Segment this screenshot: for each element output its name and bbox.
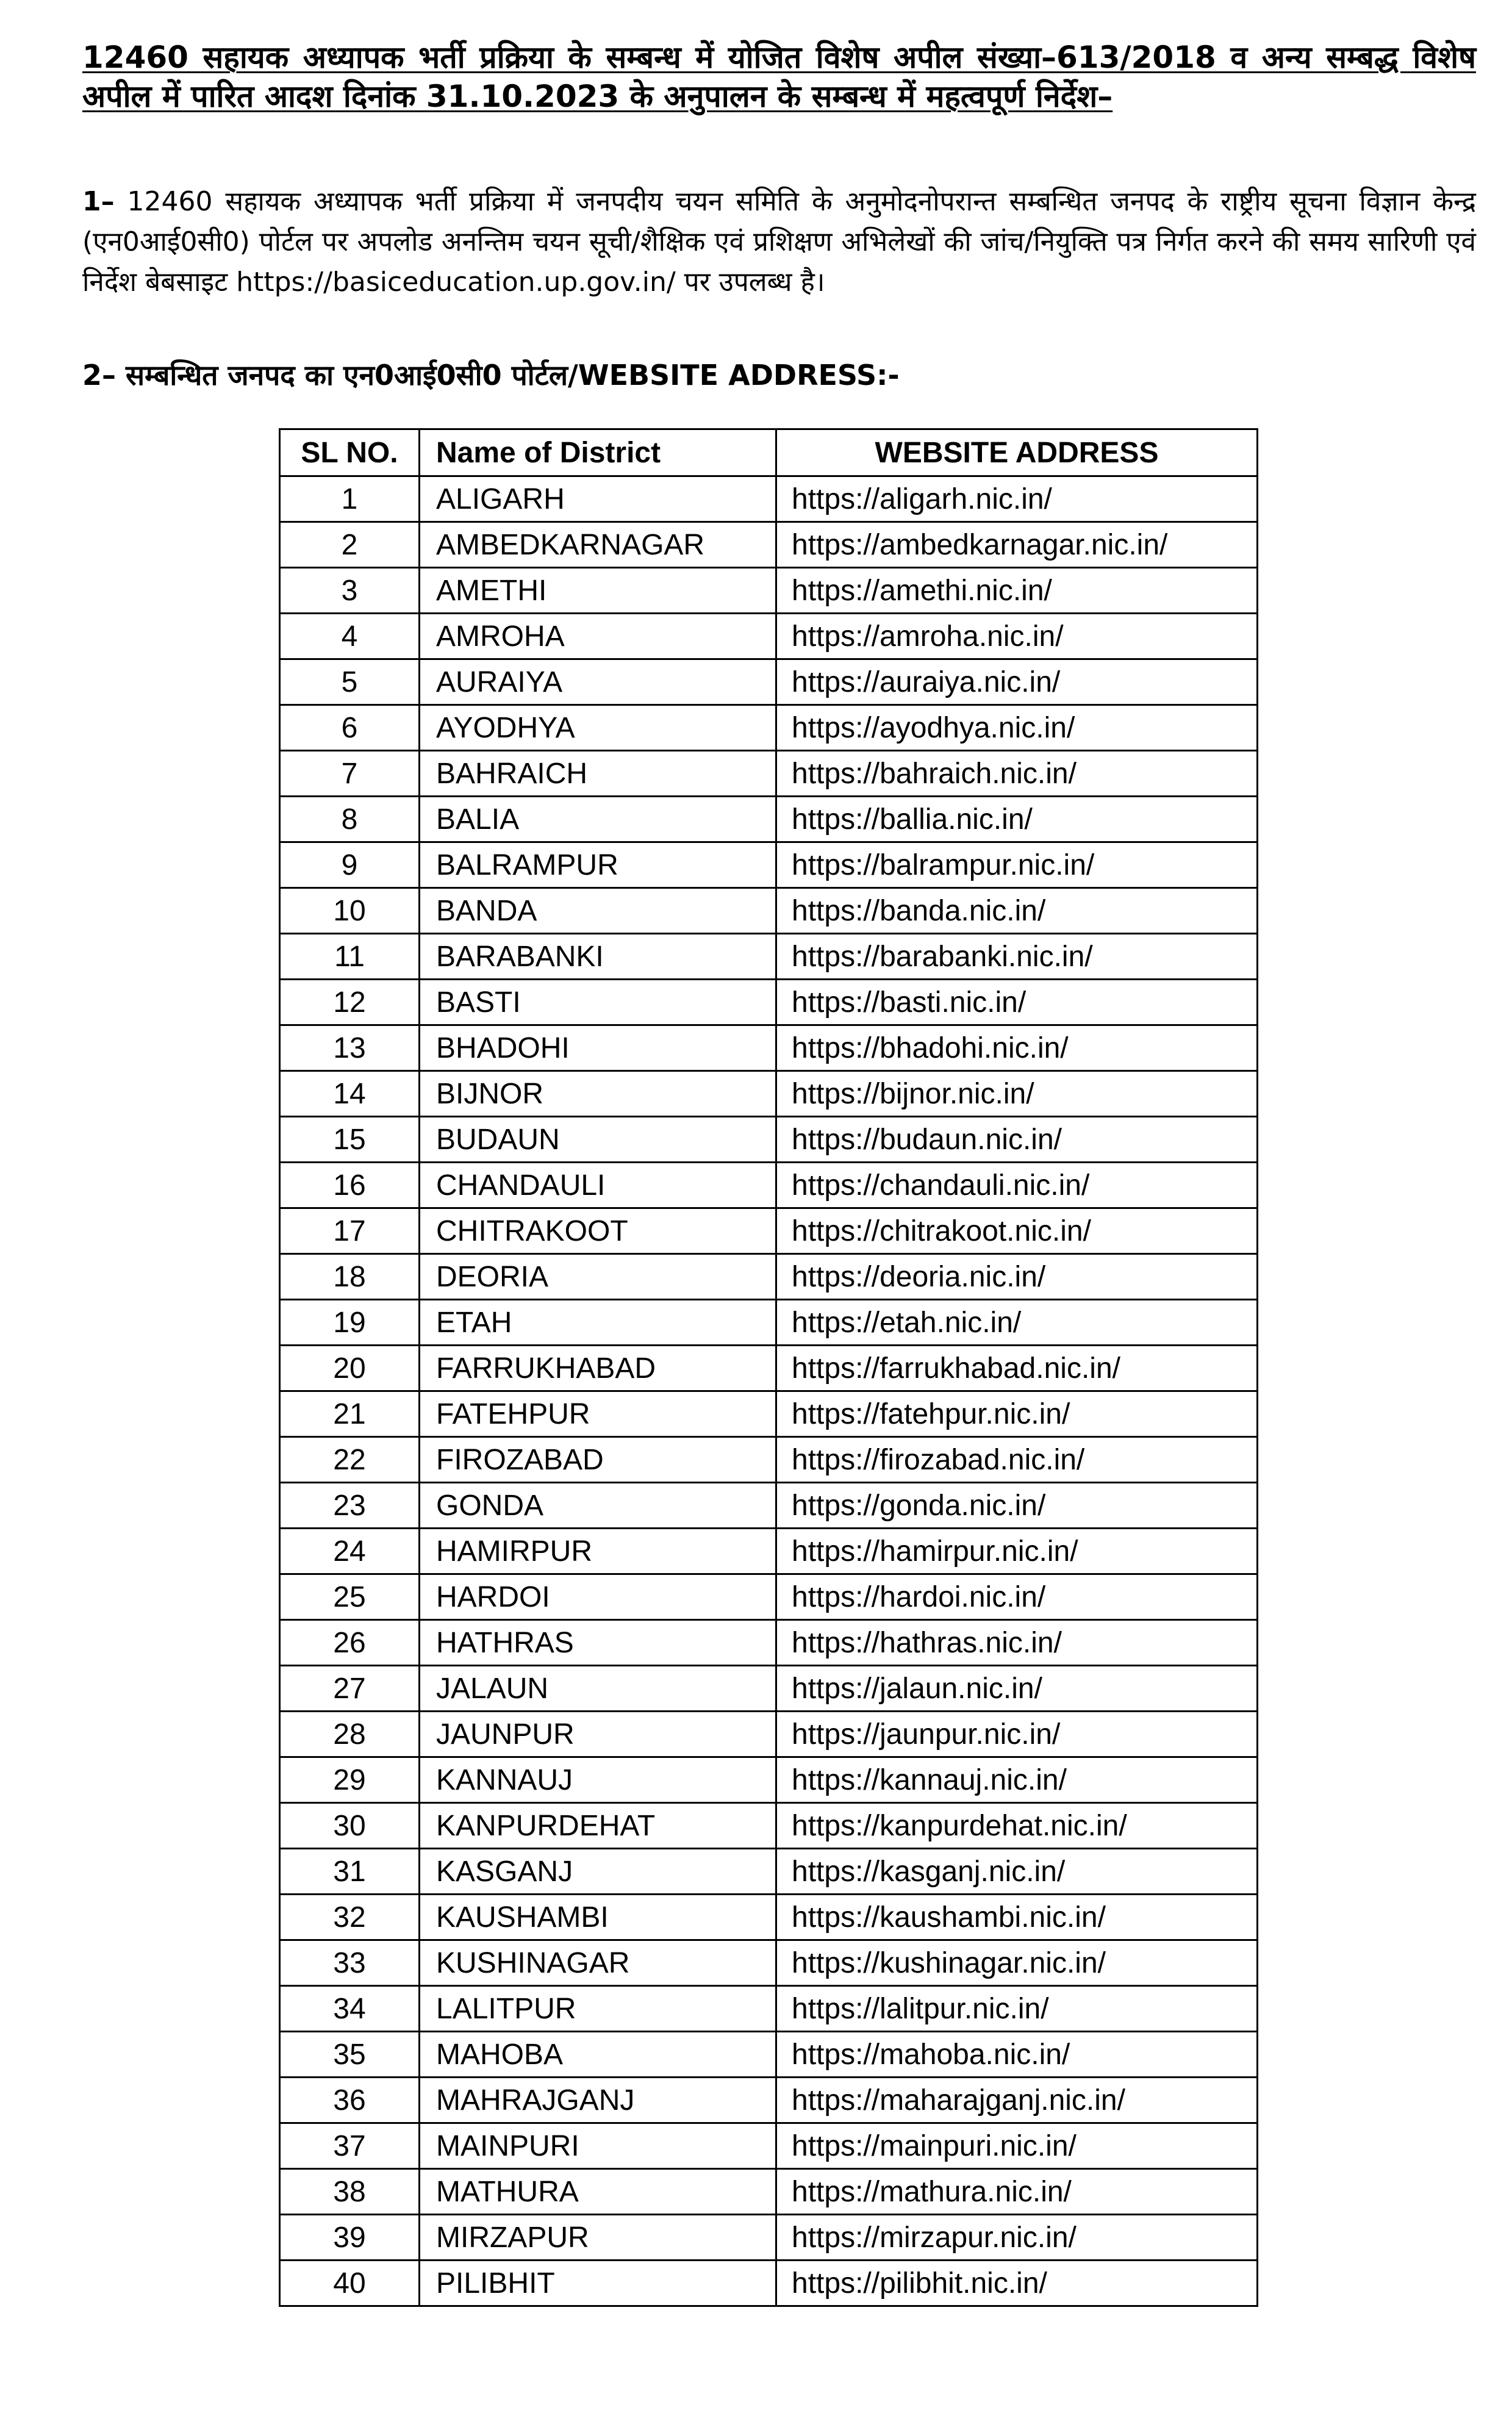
table-row [280, 1986, 1258, 2032]
sl-no-cell: 10 [280, 888, 420, 934]
sl-no-cell: 25 [280, 1574, 420, 1620]
website-address-cell[interactable]: https://bhadohi.nic.in/ [776, 1025, 1258, 1071]
sl-no-cell: 15 [280, 1117, 420, 1163]
district-name-cell: HARDOI [420, 1574, 776, 1620]
website-address-cell[interactable]: https://jalaun.nic.in/ [776, 1666, 1258, 1712]
website-address-cell[interactable]: https://basti.nic.in/ [776, 980, 1258, 1025]
district-name-cell: DEORIA [420, 1254, 776, 1300]
sl-no-cell: 18 [280, 1254, 420, 1300]
table-row [280, 797, 1258, 842]
district-website-table [279, 428, 1258, 2307]
sl-no-cell: 24 [280, 1529, 420, 1574]
table-row [280, 888, 1258, 934]
heading-text: 12460 सहायक अध्यापक भर्ती प्रक्रिया के सम्बन्ध में योजित विशेष अपील संख्या–613/2018 व अन्य सम्बद्ध विशेष अपील में पारित आदश दिनांक 31.10.2023 के अनुपालन के सम्बन्ध में महत्वपूर्ण निर्देश– [82, 40, 1476, 114]
website-address-cell[interactable]: https://lalitpur.nic.in/ [776, 1986, 1258, 2032]
table-row [280, 2123, 1258, 2169]
sl-no-cell: 28 [280, 1712, 420, 1757]
table-row [280, 705, 1258, 751]
website-address-cell[interactable]: https://gonda.nic.in/ [776, 1483, 1258, 1529]
website-address-cell[interactable]: https://mirzapur.nic.in/ [776, 2215, 1258, 2261]
table-row [280, 1940, 1258, 1986]
sl-no-cell: 11 [280, 934, 420, 980]
website-address-cell[interactable]: https://kaushambi.nic.in/ [776, 1895, 1258, 1940]
district-name-cell: JALAUN [420, 1666, 776, 1712]
district-name-cell: MAINPURI [420, 2123, 776, 2169]
district-name-cell: BANDA [420, 888, 776, 934]
district-name-cell: KAUSHAMBI [420, 1895, 776, 1940]
table-row [280, 1117, 1258, 1163]
district-name-cell: JAUNPUR [420, 1712, 776, 1757]
table-row [280, 476, 1258, 522]
sl-no-cell: 29 [280, 1757, 420, 1803]
sl-no-cell: 6 [280, 705, 420, 751]
website-address-cell[interactable]: https://kannauj.nic.in/ [776, 1757, 1258, 1803]
table-row [280, 1300, 1258, 1346]
table-row [280, 1208, 1258, 1254]
sl-no-cell: 4 [280, 614, 420, 659]
website-address-cell[interactable]: https://jaunpur.nic.in/ [776, 1712, 1258, 1757]
district-name-cell: MAHOBA [420, 2032, 776, 2078]
district-name-cell: BHADOHI [420, 1025, 776, 1071]
website-address-cell[interactable]: https://balrampur.nic.in/ [776, 842, 1258, 888]
table-row [280, 1849, 1258, 1895]
sl-no-cell: 40 [280, 2261, 420, 2306]
table-row [280, 1574, 1258, 1620]
website-address-cell[interactable]: https://mainpuri.nic.in/ [776, 2123, 1258, 2169]
table-body [280, 476, 1258, 2306]
table-row [280, 980, 1258, 1025]
table-row [280, 659, 1258, 705]
website-address-cell[interactable]: https://chandauli.nic.in/ [776, 1163, 1258, 1208]
sl-no-cell: 37 [280, 2123, 420, 2169]
website-address-cell[interactable]: https://banda.nic.in/ [776, 888, 1258, 934]
point-1-text: 12460 सहायक अध्यापक भर्ती प्रक्रिया में जनपदीय चयन समिति के अनुमोदनोपरान्त सम्बन्धित जनपद के राष्ट्रीय सूचना विज्ञान केन्द्र (एन0आई0सी0) पोर्टल पर अपलोड अनन्तिम चयन सूची/शैक्षिक एवं प्रशिक्षण अभिलेखों की जांच/नियुक्ति पत्र निर्गत करने की समय सारिणी एवं निर्देश बेबसाइट https://basiceducation.up.gov.in/ पर उपलब्ध है। [82, 186, 1476, 298]
district-name-cell: FATEHPUR [420, 1391, 776, 1437]
district-name-cell: BALRAMPUR [420, 842, 776, 888]
sl-no-cell: 2 [280, 522, 420, 568]
website-address-cell[interactable]: https://kanpurdehat.nic.in/ [776, 1803, 1258, 1849]
sl-no-cell: 31 [280, 1849, 420, 1895]
sl-no-cell: 23 [280, 1483, 420, 1529]
website-address-cell[interactable]: https://barabanki.nic.in/ [776, 934, 1258, 980]
district-name-cell: MIRZAPUR [420, 2215, 776, 2261]
website-address-cell[interactable]: https://ayodhya.nic.in/ [776, 705, 1258, 751]
district-name-cell: HAMIRPUR [420, 1529, 776, 1574]
website-address-cell[interactable]: https://amroha.nic.in/ [776, 614, 1258, 659]
website-address-cell[interactable]: https://bahraich.nic.in/ [776, 751, 1258, 797]
table-row [280, 934, 1258, 980]
district-name-cell: BAHRAICH [420, 751, 776, 797]
website-address-cell[interactable]: https://firozabad.nic.in/ [776, 1437, 1258, 1483]
district-name-cell: FARRUKHABAD [420, 1346, 776, 1391]
sl-no-cell: 13 [280, 1025, 420, 1071]
district-name-cell: BALIA [420, 797, 776, 842]
table-row [280, 1483, 1258, 1529]
table-header-row [280, 429, 1258, 476]
district-name-cell: KUSHINAGAR [420, 1940, 776, 1986]
website-address-cell[interactable]: https://chitrakoot.nic.in/ [776, 1208, 1258, 1254]
website-address-cell[interactable]: https://maharajganj.nic.in/ [776, 2078, 1258, 2123]
table-row [280, 1391, 1258, 1437]
website-address-cell[interactable]: https://fatehpur.nic.in/ [776, 1391, 1258, 1437]
district-name-cell: FIROZABAD [420, 1437, 776, 1483]
point-2-heading: 2– सम्बन्धित जनपद का एन0आई0सी0 पोर्टल/WEBSITE ADDRESS:- [82, 359, 900, 392]
table-row [280, 1163, 1258, 1208]
table-row [280, 568, 1258, 614]
table-row [280, 1757, 1258, 1803]
point-1-number: 1– [82, 186, 115, 217]
website-address-cell[interactable]: https://pilibhit.nic.in/ [776, 2261, 1258, 2306]
sl-no-cell: 20 [280, 1346, 420, 1391]
district-name-cell: ALIGARH [420, 476, 776, 522]
header-website-address: WEBSITE ADDRESS [776, 429, 1258, 476]
sl-no-cell: 35 [280, 2032, 420, 2078]
sl-no-cell: 9 [280, 842, 420, 888]
district-name-cell: BIJNOR [420, 1071, 776, 1117]
district-name-cell: AURAIYA [420, 659, 776, 705]
table-row [280, 2078, 1258, 2123]
district-name-cell: CHITRAKOOT [420, 1208, 776, 1254]
website-address-cell[interactable]: https://kushinagar.nic.in/ [776, 1940, 1258, 1986]
table-row [280, 751, 1258, 797]
table-row [280, 1620, 1258, 1666]
table-row [280, 2032, 1258, 2078]
website-address-cell[interactable]: https://hathras.nic.in/ [776, 1620, 1258, 1666]
sl-no-cell: 21 [280, 1391, 420, 1437]
table-row [280, 2261, 1258, 2306]
district-name-cell: ETAH [420, 1300, 776, 1346]
sl-no-cell: 7 [280, 751, 420, 797]
sl-no-cell: 32 [280, 1895, 420, 1940]
sl-no-cell: 17 [280, 1208, 420, 1254]
sl-no-cell: 8 [280, 797, 420, 842]
district-name-cell: AMETHI [420, 568, 776, 614]
table-row [280, 614, 1258, 659]
sl-no-cell: 5 [280, 659, 420, 705]
district-name-cell: MAHRAJGANJ [420, 2078, 776, 2123]
sl-no-cell: 14 [280, 1071, 420, 1117]
website-address-cell[interactable]: https://auraiya.nic.in/ [776, 659, 1258, 705]
website-address-cell[interactable]: https://farrukhabad.nic.in/ [776, 1346, 1258, 1391]
district-name-cell: PILIBHIT [420, 2261, 776, 2306]
document-heading [82, 38, 1476, 116]
website-address-cell[interactable]: https://ambedkarnagar.nic.in/ [776, 522, 1258, 568]
district-name-cell: LALITPUR [420, 1986, 776, 2032]
district-name-cell: KANPURDEHAT [420, 1803, 776, 1849]
header-sl-no: SL NO. [280, 429, 420, 476]
website-address-cell[interactable]: https://hamirpur.nic.in/ [776, 1529, 1258, 1574]
table-row [280, 2169, 1258, 2215]
table-row [280, 1254, 1258, 1300]
district-name-cell: KANNAUJ [420, 1757, 776, 1803]
sl-no-cell: 27 [280, 1666, 420, 1712]
sl-no-cell: 16 [280, 1163, 420, 1208]
sl-no-cell: 30 [280, 1803, 420, 1849]
website-address-cell[interactable]: https://amethi.nic.in/ [776, 568, 1258, 614]
table-row [280, 2215, 1258, 2261]
table-row [280, 1712, 1258, 1757]
table-row [280, 1666, 1258, 1712]
website-address-cell[interactable]: https://hardoi.nic.in/ [776, 1574, 1258, 1620]
website-address-cell[interactable]: https://deoria.nic.in/ [776, 1254, 1258, 1300]
sl-no-cell: 19 [280, 1300, 420, 1346]
table-row [280, 1025, 1258, 1071]
table-row [280, 1895, 1258, 1940]
district-name-cell: AMBEDKARNAGAR [420, 522, 776, 568]
district-name-cell: KASGANJ [420, 1849, 776, 1895]
website-address-cell[interactable]: https://etah.nic.in/ [776, 1300, 1258, 1346]
table-row [280, 1803, 1258, 1849]
sl-no-cell: 34 [280, 1986, 420, 2032]
district-name-cell: AYODHYA [420, 705, 776, 751]
table-row [280, 1071, 1258, 1117]
district-name-cell: GONDA [420, 1483, 776, 1529]
sl-no-cell: 1 [280, 476, 420, 522]
table-row [280, 1346, 1258, 1391]
sl-no-cell: 26 [280, 1620, 420, 1666]
website-address-cell[interactable]: https://mahoba.nic.in/ [776, 2032, 1258, 2078]
district-name-cell: HATHRAS [420, 1620, 776, 1666]
point-1-paragraph [82, 182, 1476, 303]
district-name-cell: BUDAUN [420, 1117, 776, 1163]
website-address-cell[interactable]: https://budaun.nic.in/ [776, 1117, 1258, 1163]
district-name-cell: BASTI [420, 980, 776, 1025]
website-address-cell[interactable]: https://bijnor.nic.in/ [776, 1071, 1258, 1117]
table-row [280, 1437, 1258, 1483]
table-row [280, 842, 1258, 888]
sl-no-cell: 36 [280, 2078, 420, 2123]
district-name-cell: AMROHA [420, 614, 776, 659]
district-name-cell: MATHURA [420, 2169, 776, 2215]
sl-no-cell: 12 [280, 980, 420, 1025]
sl-no-cell: 39 [280, 2215, 420, 2261]
sl-no-cell: 38 [280, 2169, 420, 2215]
website-address-cell[interactable]: https://ballia.nic.in/ [776, 797, 1258, 842]
sl-no-cell: 22 [280, 1437, 420, 1483]
header-district-name: Name of District [420, 429, 776, 476]
table-row [280, 522, 1258, 568]
website-address-cell[interactable]: https://aligarh.nic.in/ [776, 476, 1258, 522]
sl-no-cell: 33 [280, 1940, 420, 1986]
district-name-cell: BARABANKI [420, 934, 776, 980]
website-address-cell[interactable]: https://kasganj.nic.in/ [776, 1849, 1258, 1895]
district-name-cell: CHANDAULI [420, 1163, 776, 1208]
website-address-cell[interactable]: https://mathura.nic.in/ [776, 2169, 1258, 2215]
sl-no-cell: 3 [280, 568, 420, 614]
table-row [280, 1529, 1258, 1574]
